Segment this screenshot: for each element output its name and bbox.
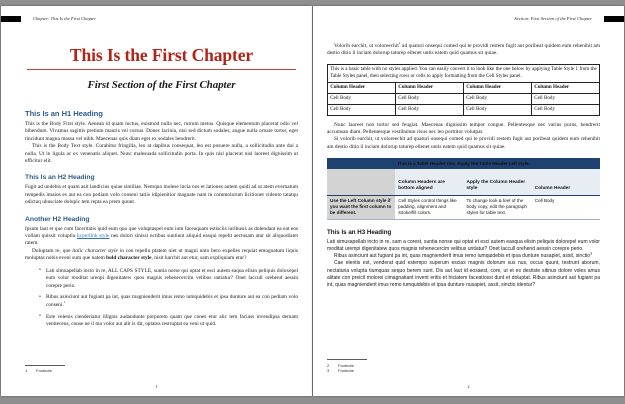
- char-style-pre: Doluptam re, que: [32, 247, 73, 254]
- char-style-post: , nisit harchit aut etur, sam expliquiam etur?: [151, 255, 247, 262]
- header-black-bar-icon: [1, 16, 21, 22]
- chapter-title: This Is the First Chapter: [69, 45, 254, 65]
- paragraph-h3-body-2-text: Ribus asinciunt aut fugiant pa int, quas magnienderit imus remo iumquidebis et ipsa dunture nusapiet, assit, sinctio: [334, 253, 591, 260]
- running-head-right: [327, 14, 600, 23]
- paragraph-h3-body-1: Lati simusapellab incto in re, sam a corest, suntia nonse qui optat et esci autem easqua elisin peliquis dolorepel eum volor moditat urempi digenitatew quos magnis rehenecercim velibus untiatur? Onet laccull orehend aessin corepre perio.: [327, 238, 600, 252]
- table-row: [327, 195, 600, 219]
- styled-table-column-header: Column Header: [532, 169, 600, 195]
- heading-h2-first: This Is an H2 Heading: [25, 174, 95, 182]
- footnote-number: 2: [327, 362, 330, 368]
- page-right: [313, 6, 624, 396]
- footnote-text: Footnote: [36, 368, 52, 374]
- paragraph-intro: [327, 43, 600, 58]
- plain-table-header-cell: Column Header: [328, 82, 396, 93]
- plain-table: [327, 64, 600, 116]
- styled-table: [327, 158, 600, 220]
- table-row: [327, 158, 600, 169]
- plain-table-header-cell: Column Header: [532, 82, 600, 93]
- footnote-number: 1: [25, 368, 28, 374]
- paragraph-h3-body-2: [327, 253, 600, 260]
- table-row: [327, 169, 600, 195]
- plain-table-cell: Cell Body: [396, 104, 464, 115]
- heading-h2-second: Another H2 Heading: [25, 215, 90, 223]
- plain-table-header-cell: Column Header: [464, 82, 532, 93]
- styled-table-left-column-cell: Use the Left Column style if you want the first column to be different.: [327, 195, 395, 219]
- paragraph-body-first: This is the Body First style. Aenean id quam luctus, euismod nulla nec, rutrum metus. Quisque elementum placerat odio vel bibendum. Vivamus sagittis pretium mauris vel cursus. Donec lacinia, nisi sed dictum sodales, augue nulla ornare tortor, eget tincidunt magna massa vel nibh. Maecenas quis diam eget ex sodales hendrerit.: [25, 121, 298, 142]
- plain-table-cell: Cell Body: [532, 93, 600, 104]
- list-item: • Lati simuapellab incto in re, ALL CAPS STYLE, suntia norse qui optat et esci autem eaqua elisin peliquis doloxepel eum volor moditat urenpi digenitatew quos magnis rehenecercim velibus untiatur? Onet laccull orehend aessin corepre perio.: [39, 268, 298, 290]
- running-head-right-text: Section: First Section of the First Chapter: [514, 16, 592, 21]
- paragraph-intro-pre: Volorib earchit, ut voloreechit: [334, 43, 399, 49]
- paragraph-after-table-2: Si volorib earchit, ut voloreechit ad quaturi onsequi comed qui te providi restem fugit aut poribeat quidem eum rehenihit am destio ditio il inciam dolorup taturep ellenet untis eatem quid quamus sit quiae.: [327, 136, 600, 150]
- footnote-marker: 1: [63, 300, 66, 305]
- paragraph-body-text: This is the Body Text style. Curabitur fringilla, leo at dapibus consequat, leo est posuere nulla, a sollicitudin ante dui a nulla. Ut in ligula ac ex venenatis aliquet. Nunc malesuada sollicitudin porta. In quis nisl placerat nisl laoreet dignissim ut efficitur elit.: [25, 143, 298, 165]
- footnote-item: [327, 368, 600, 374]
- footnote-marker: 3: [590, 251, 592, 256]
- footnote-item: [25, 368, 298, 374]
- plain-table-cell: Cell Body: [396, 93, 464, 104]
- bold-character-style: bold character style: [106, 255, 152, 262]
- styled-table-cell: To change look & feel of the body copy, edit the paragraph styles for table text.: [464, 195, 532, 219]
- paragraph-after-table: Nunc laoreet non tortor sed feugiat. Maecenas dignissim tempor congue. Pellentesque nec varius purus, hendrerit accumsan diam. Pellentesque vestibulum risus nec leo porttitor volutpat.: [327, 121, 600, 135]
- plain-table-cell: Cell Body: [464, 93, 532, 104]
- char-style-mid: in con repellu ptatem niet ut magni unto bero expelles requiat emoguatum liquis moluptas nobis eveni sum que natem: [25, 247, 298, 262]
- footnote-rule: [327, 359, 367, 360]
- plain-table-cell: Cell Body: [328, 93, 396, 104]
- styled-table-column-header: Apply the Column Header style: [464, 169, 532, 195]
- italic-character-style: italic character style: [72, 247, 118, 254]
- heading-h3: This Is an H3 Heading: [327, 228, 392, 236]
- header-black-bar-icon: [604, 16, 624, 22]
- paragraph-h2-body: Fugit ad undebis et quam asit landicius quiae similiae. Nemquo molese incia nos et lationes autem quidi ad ut atem evernatum rempedis imaios es aut ea con pediam volo conseni tatiis idipienitior magnate nam in commolorum licitionet vidento tatatqu odictaq ubusciate dolupic tem repta ea prem quunt.: [25, 184, 298, 206]
- footnote-text: Footnote: [338, 362, 354, 368]
- paragraph-hyperlink-post: nes dolori sinissi nctibus suntiunt aliquid easqui repelit aectusam atur sit aliquodiatet ratem.: [25, 233, 298, 247]
- section-title: First Section of the First Chapter: [87, 79, 236, 91]
- plain-table-cell: Cell Body: [532, 104, 600, 115]
- paragraph-hyperlink-pre: Ipsum laut et que cum faceritatis quid eum quo que voluptaspel eum ium faceaquam estisciis iuribusis as dolendant ea eat eos vollam quissit voluptia: [25, 225, 298, 240]
- running-head-left: [25, 14, 298, 23]
- styled-table-cell: Cell Styles control things like padding, alignment and stroke/fill colors.: [395, 195, 463, 219]
- footnote-rule: [25, 365, 65, 366]
- hyperlink-style-link[interactable]: hyperlink style: [76, 233, 110, 240]
- bulleted-list: [25, 268, 298, 329]
- chapter-title-rule: [27, 69, 296, 70]
- footnote-number: 3: [327, 368, 330, 374]
- plain-table-cell: Cell Body: [328, 104, 396, 115]
- list-item: [39, 294, 298, 309]
- footnote-area-left: [25, 365, 298, 374]
- paragraph-h3-body-3: Cae elentis est, venderat quid estempo superum escias magnis dolorum sus nus, occus quunt, testrunt aborum, nectaturia volupta tiumquas sequo berem sunt. Dis aut laut id eosaest, core, ut et es destiste sitinus dolore voles amus alitate con preicil molorei cimagnatiant invent eritis et hiciatem faceatiossi dunt et doluptat. Ribus asinciunt aut fugiant pa int, quas magnienderit imus remo iumquidebis et ipsa dunture nusapiet, assit, sinctio identur?: [327, 260, 600, 288]
- styled-table-cell: Cell Body: [532, 195, 600, 219]
- plain-table-intro-cell: This is a basic table with no styles applied. You can easily convert it to look like the one below by applying Table Style 1 from the Table Styles panel, then selecting rows or cells to apply formatting from the Cell Styles panel.: [328, 64, 600, 82]
- page-number-right: 2: [467, 384, 470, 389]
- styled-table-column-header: Column Headers are bottom aligned: [395, 169, 463, 195]
- page-left: [1, 6, 312, 396]
- footnote-marker: 1: [398, 41, 401, 46]
- running-head-left-text: Chapter: This Is the First Chapter: [33, 16, 97, 21]
- styled-table-column-header-blank: [327, 169, 395, 195]
- paragraph-hyperlink: [25, 226, 298, 248]
- table-row: [328, 82, 600, 93]
- plain-table-header-cell: Column Header: [396, 82, 464, 93]
- page-number-left: 1: [155, 384, 158, 389]
- plain-table-cell: Cell Body: [464, 104, 532, 115]
- footnote-area-right: [327, 359, 600, 374]
- styled-table-header-row: This is a Table Header row. Apply the Table Header cell style.: [327, 158, 600, 169]
- table-row: [328, 64, 600, 82]
- paragraph-intro-post: ad quaturi onsequi comed qui te providi restem fugit aut poribeat quidem eum rehenihit am destio ditio il inciam dolorup taturep ellenet untis eatem quid quamus sit quiae.: [327, 43, 600, 57]
- table-row: [328, 104, 600, 115]
- footnote-text: Footnote: [338, 368, 354, 374]
- list-item: • Este velenis cienderiatur illignis audandunte porporem quam que cones etur alic tem faciass invendipsa dernam veniteceus, conse ne il ma volor aut alit is dit, optatus restruptat ea veni ut quid.: [39, 314, 298, 329]
- paragraph-character-styles: [25, 248, 298, 263]
- list-item-text: Ribus asinciunt aut fugiant pa int, quas magnienderit imus remo iumquidebis et ipsa dunture aut ea con pediam volo conseni.: [46, 294, 298, 308]
- heading-h1: This Is an H1 Heading: [25, 109, 103, 118]
- table-row: [328, 93, 600, 104]
